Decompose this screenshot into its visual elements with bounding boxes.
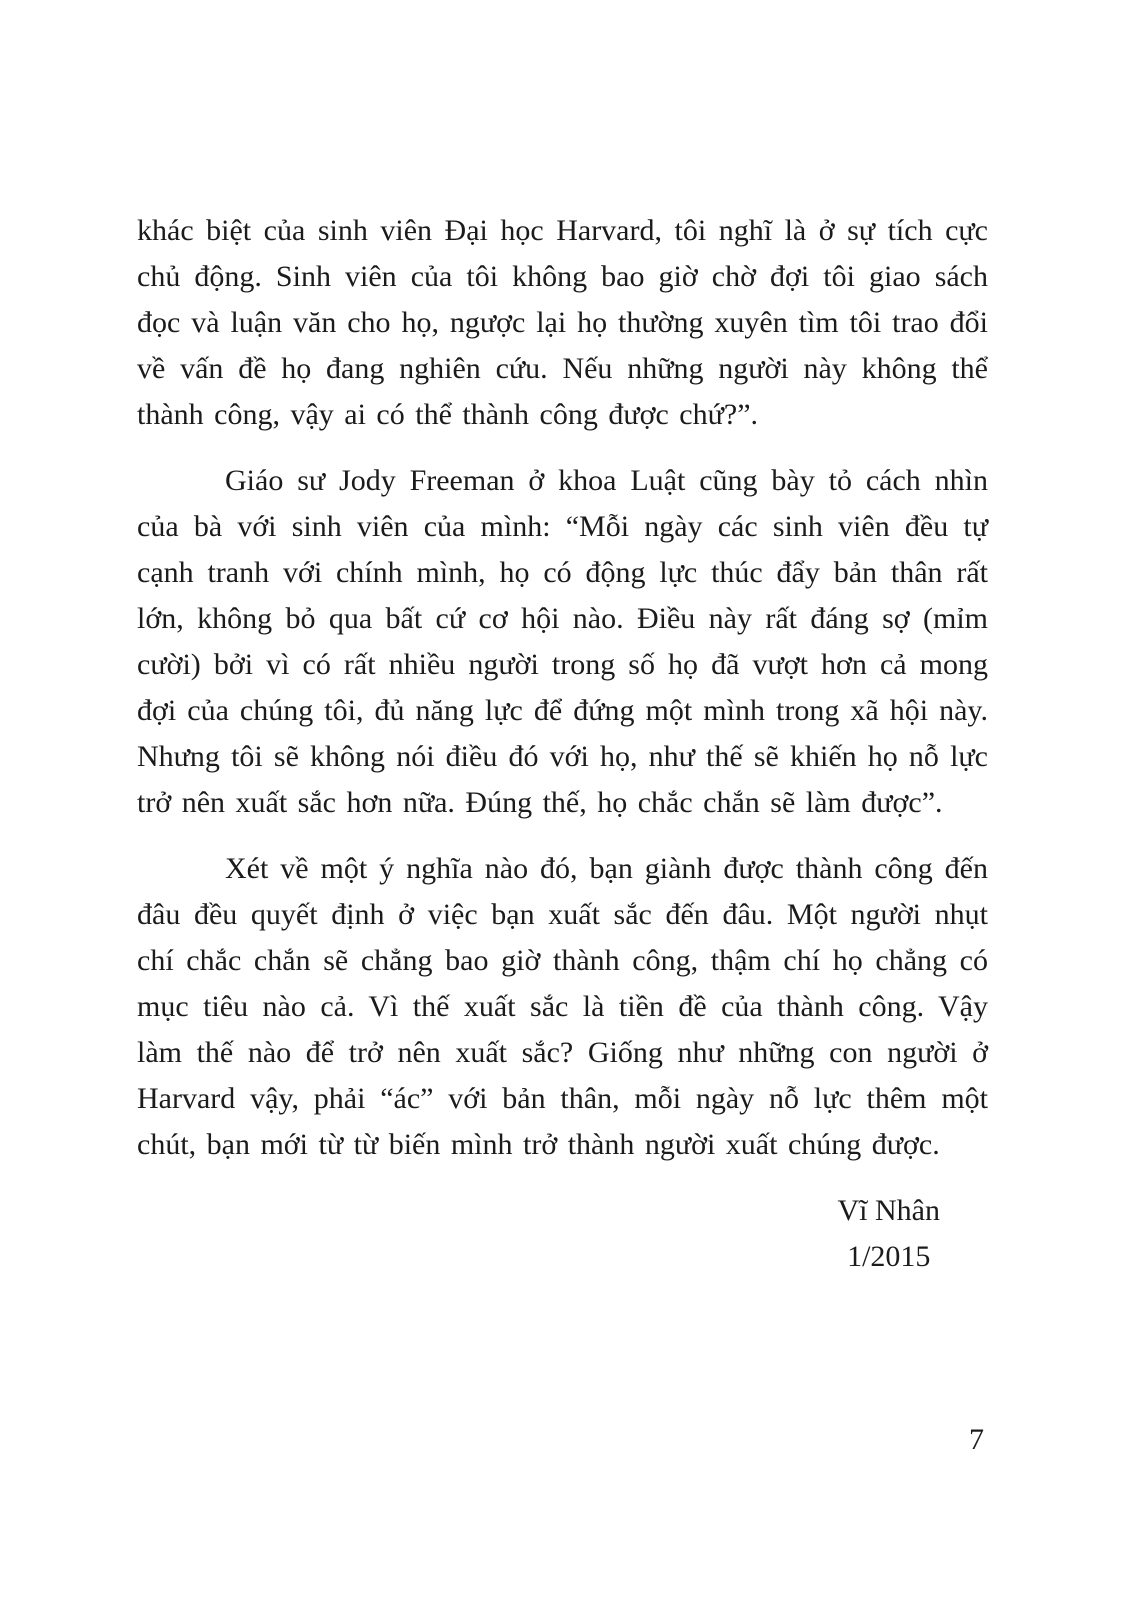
page-number: 7 [969, 1423, 984, 1456]
paragraph-jody-freeman-quote: Giáo sư Jody Freeman ở khoa Luật cũng bày tỏ cách nhìn của bà với sinh viên của mình: “Mỗi ngày các sinh viên đều tự cạnh tranh với chính mình, họ có động lực thúc đẩy bản thân rất lớn, không bỏ qua bất cứ cơ hội nào. Điều này rất đáng sợ (mỉm cười) bởi vì có rất nhiều người trong số họ đã vượt hơn cả mong đợi của chúng tôi, đủ năng lực để đứng một mình trong xã hội này. Nhưng tôi sẽ không nói điều đó với họ, như thế sẽ khiến họ nỗ lực trở nên xuất sắc hơn nữa. Đúng thế, họ chắc chắn sẽ làm được”. [137, 464, 988, 819]
author-name: Vĩ Nhân [837, 1194, 940, 1227]
paragraph-continuation: khác biệt của sinh viên Đại học Harvard, tôi nghĩ là ở sự tích cực chủ động. Sinh viên của tôi không bao giờ chờ đợi tôi giao sách đọc và luận văn cho họ, ngược lại họ thường xuyên tìm tôi trao đổi về vấn đề họ đang nghiên cứu. Nếu những người này không thể thành công, vậy ai có thể thành công được chứ?”. [137, 214, 988, 431]
paragraph-conclusion: Xét về một ý nghĩa nào đó, bạn giành được thành công đến đâu đều quyết định ở việc bạn xuất sắc đến đâu. Một người nhụt chí chắc chắn sẽ chẳng bao giờ thành công, thậm chí họ chẳng có mục tiêu nào cả. Vì thế xuất sắc là tiền đề của thành công. Vậy làm thế nào để trở nên xuất sắc? Giống như những con người ở Harvard vậy, phải “ác” với bản thân, mỗi ngày nỗ lực thêm một chút, bạn mới từ từ biến mình trở thành người xuất chúng được. [137, 852, 988, 1161]
signature-block [137, 1188, 988, 1280]
book-page [137, 208, 988, 1280]
signature-date: 1/2015 [847, 1240, 931, 1273]
signature-inner [838, 1188, 940, 1280]
